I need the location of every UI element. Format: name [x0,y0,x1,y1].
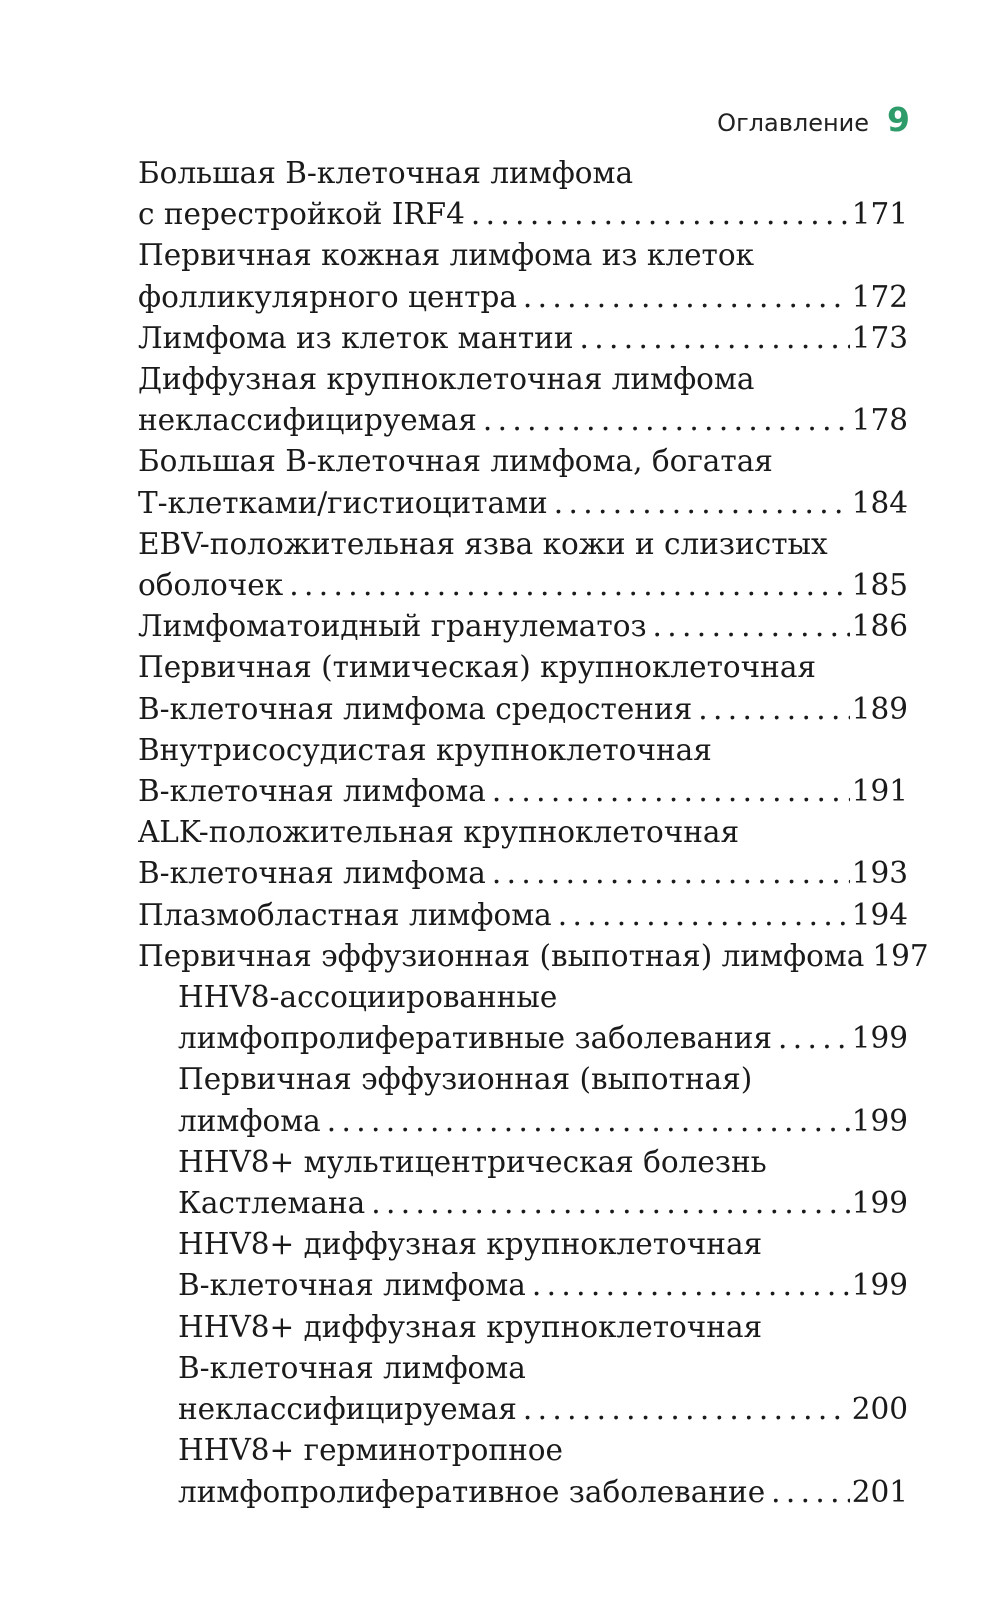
toc-subentry[interactable] [138,1059,908,1141]
toc-entry-last-line [138,565,908,606]
toc-entry-text: Первичная эффузионная (выпотная) [178,1062,753,1097]
toc-entry-text: лимфопролиферативное заболевание [178,1474,766,1509]
dot-leader [523,277,850,318]
toc-page-number: 173 [851,320,908,355]
dot-leader [371,1183,849,1224]
toc-entry-text: лимфома [178,1103,321,1138]
dot-leader [492,853,850,894]
toc-page-number: 199 [851,1268,908,1303]
toc-page-number: 189 [851,691,908,726]
toc-entry-text: Большая В-клеточная лимфома [138,156,634,190]
toc-entry-text: HHV8+ герминотропное [178,1433,563,1468]
toc-entry-text: HHV8+ диффузная крупноклеточная [178,1227,763,1262]
toc-entry-text: В-клеточная лимфома средостения [138,691,693,726]
toc-entry-text: с перестройкой IRF4 [138,197,465,232]
toc-entry-text: оболочек [138,568,284,603]
toc-entry-text: ALK-положительная крупноклеточная [138,815,740,850]
table-of-contents [138,153,929,1513]
toc-entry-last-line [138,895,908,936]
toc-entry-text: Диффузная крупноклеточная лимфома [138,362,755,397]
dot-leader [523,1389,850,1430]
running-header [717,100,910,139]
toc-entry-text: EBV-положительная язва кожи и слизистых [138,526,828,561]
dot-leader [580,318,850,359]
toc-entry[interactable] [138,318,908,359]
toc-entry-text: В-клеточная лимфома [178,1350,526,1385]
toc-subentry[interactable] [138,1142,908,1224]
toc-entry[interactable] [138,895,908,936]
dot-leader [289,565,850,606]
dot-leader [554,483,850,524]
toc-entry-text: фолликулярного центра [138,279,517,314]
toc-entry-text: HHV8+ мультицентрическая болезнь [178,1144,767,1179]
toc-entry-text: Внутрисосудистая крупноклеточная [138,732,712,767]
toc-entry[interactable] [138,606,908,647]
dot-leader [532,1265,850,1306]
toc-entry-last-line [178,1389,908,1430]
toc-page-number: 200 [851,1392,908,1427]
running-header-title: Оглавление [717,109,870,137]
toc-entry[interactable] [138,153,908,235]
page-number: 9 [887,100,910,139]
toc-page-number: 185 [851,568,908,603]
toc-entry-last-line [178,1183,908,1224]
toc-page-number: 194 [851,897,908,932]
toc-entry[interactable] [138,441,908,523]
toc-entry-last-line [178,1472,908,1513]
toc-entry-text: Лимфома из клеток мантии [138,320,574,355]
toc-entry-last-line [138,483,908,524]
toc-entry[interactable] [138,936,929,977]
toc-page-number: 201 [851,1474,908,1509]
dot-leader [558,895,850,936]
toc-entry-text: Т-клетками/гистиоцитами [138,485,548,520]
toc-entry[interactable] [138,730,908,812]
toc-entry-text: Первичная эффузионная (выпотная) лимфома [138,938,865,973]
dot-leader [483,400,850,441]
toc-page-number: 172 [851,279,908,314]
toc-entry[interactable] [138,235,908,317]
toc-page-number: 186 [851,609,908,644]
toc-entry-text: Первичная кожная лимфома из клеток [138,238,755,273]
toc-entry-text: HHV8-ассоциированные [178,980,558,1015]
toc-entry-text: Большая В-клеточная лимфома, богатая [138,444,773,479]
toc-entry-text: Лимфоматоидный гранулематоз [138,609,647,644]
toc-page-number: 171 [851,197,908,232]
toc-page-number: 191 [851,774,908,809]
toc-entry-text: Первичная (тимическая) крупноклеточная [138,650,817,685]
toc-entry-last-line [138,771,908,812]
toc-entry-text: В-клеточная лимфома [138,774,486,809]
toc-entry-text: В-клеточная лимфома [138,856,486,891]
toc-entry-last-line [138,400,908,441]
toc-entry-last-line [178,1018,908,1059]
toc-entry[interactable] [138,812,908,894]
toc-entry-text: HHV8+ диффузная крупноклеточная [178,1309,763,1344]
toc-subentry[interactable] [138,977,908,1059]
toc-page-number: 184 [851,485,908,520]
toc-entry-last-line [138,606,908,647]
toc-entry-last-line [178,1101,908,1142]
toc-entry-last-line [138,318,908,359]
toc-subentry[interactable] [138,1224,908,1306]
toc-entry[interactable] [138,359,908,441]
toc-subentry[interactable] [138,1430,908,1512]
toc-entry-text: неклассифицируемая [138,403,477,438]
toc-entry-last-line [138,194,908,235]
toc-entry-last-line [138,689,908,730]
toc-entry[interactable] [138,647,908,729]
toc-entry-last-line [138,936,929,977]
toc-entry-text: Кастлемана [178,1186,366,1221]
toc-entry-last-line [138,853,908,894]
toc-entry-last-line [178,1265,908,1306]
toc-entry-last-line [138,277,908,318]
dot-leader [778,1018,850,1059]
dot-leader [698,689,849,730]
toc-entry-text: лимфопролиферативные заболевания [178,1021,773,1056]
toc-page-number: 199 [851,1103,908,1138]
toc-entry-text: В-клеточная лимфома [178,1268,526,1303]
dot-leader [771,1472,850,1513]
toc-entry-text: неклассифицируемая [178,1392,517,1427]
toc-entry-text: Плазмобластная лимфома [138,897,552,932]
toc-subentry[interactable] [138,1307,908,1431]
dot-leader [471,194,850,235]
toc-entry[interactable] [138,524,908,606]
toc-page-number: 199 [851,1021,908,1056]
toc-page-number: 178 [851,403,908,438]
toc-page-number: 197 [872,938,929,973]
toc-page-number: 199 [851,1186,908,1221]
dot-leader [653,606,850,647]
dot-leader [492,771,850,812]
dot-leader [327,1101,850,1142]
toc-page-number: 193 [851,856,908,891]
